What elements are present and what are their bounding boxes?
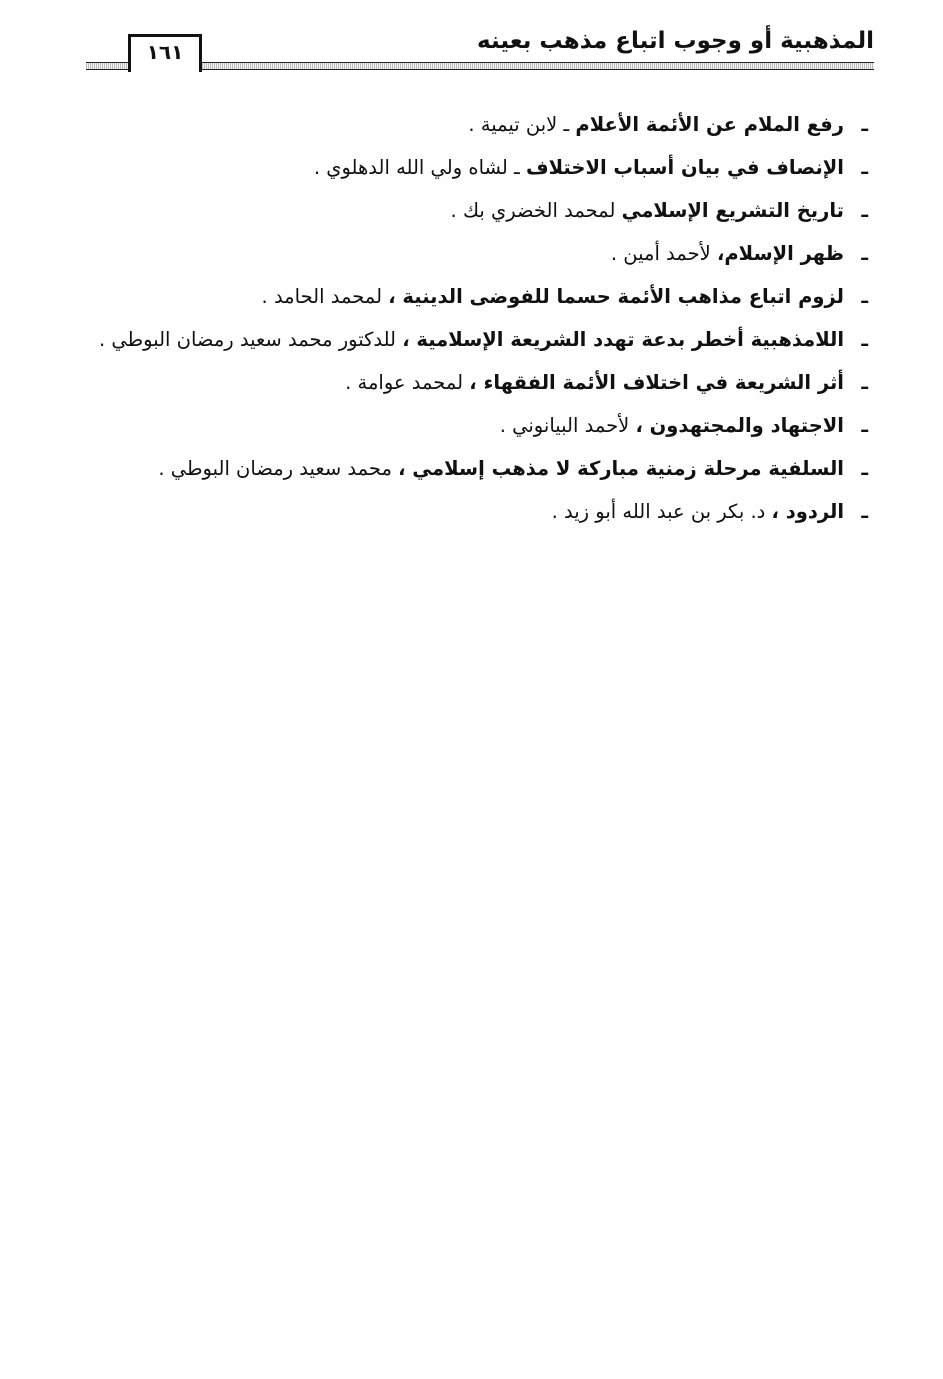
reference-item: [108, 146, 868, 189]
reference-title: ظهر الإسلام،: [716, 242, 844, 265]
list-dash: ـ: [861, 113, 868, 136]
reference-item: [108, 232, 868, 275]
reference-title: الإنصاف في بيان أسباب الاختلاف: [525, 156, 844, 179]
reference-author: د. بكر بن عبد الله أبو زيد .: [551, 500, 772, 523]
reference-item: [108, 404, 868, 447]
reference-author: لمحمد الحامد .: [261, 285, 389, 308]
page-number: ١٦١: [128, 34, 202, 66]
list-dash: ـ: [861, 285, 868, 308]
list-dash: ـ: [861, 414, 868, 437]
reference-author: لأحمد البيانوني .: [499, 414, 636, 437]
header-rule: [86, 62, 874, 70]
reference-author: للدكتور محمد سعيد رمضان البوطي .: [98, 328, 403, 351]
reference-author: محمد سعيد رمضان البوطي .: [158, 457, 399, 480]
reference-title: الردود ،: [771, 500, 844, 523]
reference-item: [108, 490, 868, 533]
reference-item: [108, 103, 868, 146]
list-dash: ـ: [861, 199, 868, 222]
list-dash: ـ: [861, 500, 868, 523]
reference-item: [108, 275, 868, 318]
reference-item: [108, 447, 868, 490]
reference-title: تاريخ التشريع الإسلامي: [621, 199, 844, 222]
reference-list: [98, 103, 868, 533]
reference-author: لمحمد الخضري بك .: [450, 199, 622, 222]
reference-title: لزوم اتباع مذاهب الأئمة حسما للفوضى الدينية ،: [388, 285, 844, 308]
reference-author: لأحمد أمين .: [610, 242, 717, 265]
reference-title: الاجتهاد والمجتهدون ،: [635, 414, 844, 437]
reference-item: [108, 189, 868, 232]
reference-item: [108, 361, 868, 404]
reference-title: اللامذهبية أخطر بدعة تهدد الشريعة الإسلامية ،: [402, 328, 844, 351]
page-header: [86, 22, 874, 74]
reference-author: لمحمد عوامة .: [345, 371, 470, 394]
reference-item: [98, 318, 868, 361]
running-title: المذهبية أو وجوب اتباع مذهب بعينه: [477, 28, 874, 54]
reference-title: أثر الشريعة في اختلاف الأئمة الفقهاء ،: [469, 371, 844, 394]
list-dash: ـ: [861, 371, 868, 394]
reference-author: ـ لابن تيمية .: [468, 113, 576, 136]
reference-title: رفع الملام عن الأئمة الأعلام: [575, 113, 844, 136]
list-dash: ـ: [861, 457, 868, 480]
reference-title: السلفية مرحلة زمنية مباركة لا مذهب إسلامي ،: [398, 457, 844, 480]
list-dash: ـ: [861, 242, 868, 265]
reference-author: ـ لشاه ولي الله الدهلوي .: [313, 156, 526, 179]
list-dash: ـ: [861, 156, 868, 179]
list-dash: ـ: [861, 328, 868, 351]
